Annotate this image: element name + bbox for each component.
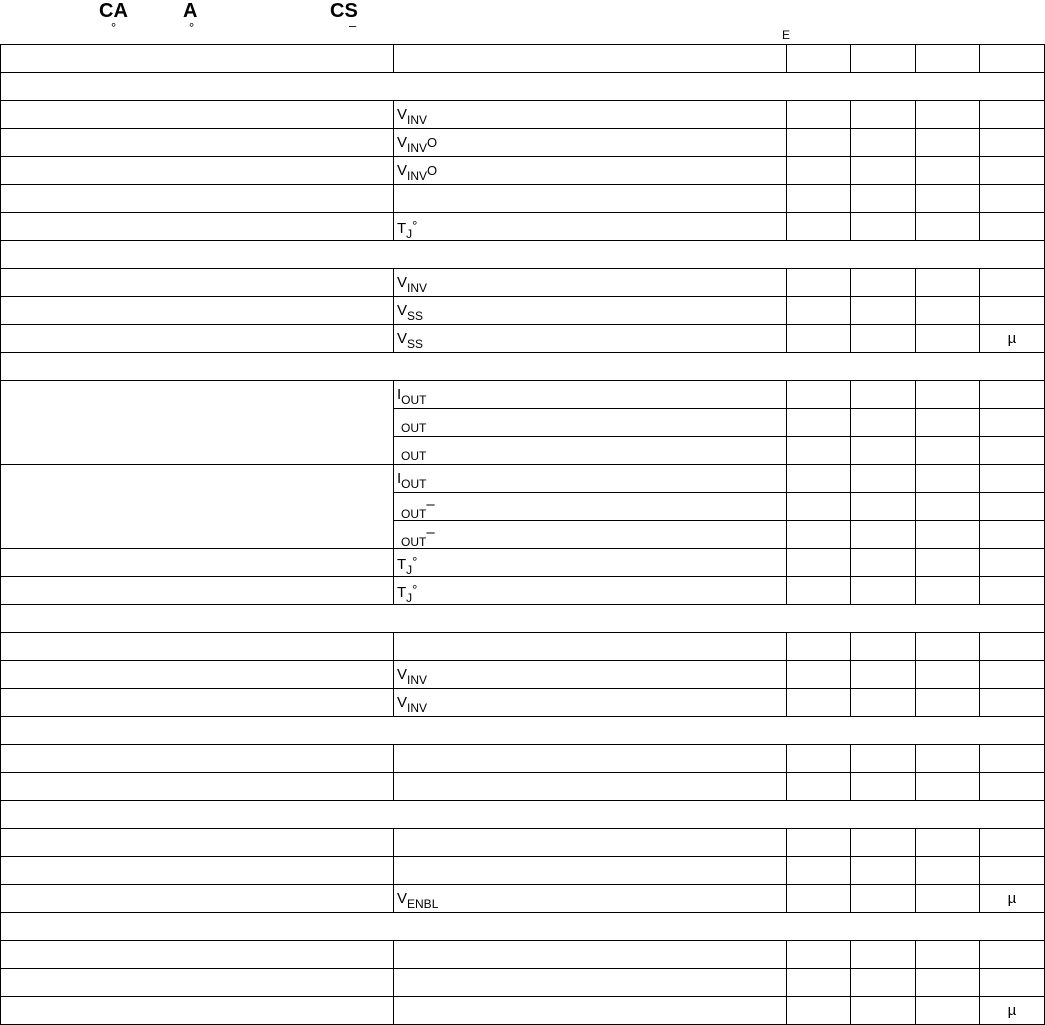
table-row	[1, 773, 1045, 801]
condition-cell: $V_{SS}$	[394, 297, 787, 325]
degree-mark: °	[111, 20, 117, 35]
condition-cell: $I_{OUT}$	[394, 465, 787, 493]
section-row	[1, 913, 1045, 941]
condition-cell: $V_{INV}$	[394, 101, 787, 129]
table-row	[1, 857, 1045, 885]
condition-cell: $V_{INV}$	[394, 661, 787, 689]
condition-cell: $V_{INV}O$	[394, 157, 787, 185]
condition-cell: OUT	[394, 437, 787, 465]
table-row	[1, 997, 1045, 1025]
a-label: A	[183, 0, 198, 22]
table-row	[1, 465, 1045, 493]
condition-cell: $V_{INV}O$	[394, 129, 787, 157]
condition-cell: OUT	[394, 409, 787, 437]
table-row	[1, 829, 1045, 857]
section-row	[1, 801, 1045, 829]
table-row	[1, 549, 1045, 577]
table-row	[1, 577, 1045, 605]
unit-cell: µ	[980, 885, 1045, 913]
table-row	[1, 969, 1045, 997]
dash-mark: –	[349, 18, 357, 33]
section-row	[1, 605, 1045, 633]
section-row	[1, 241, 1045, 269]
degree-mark: °	[189, 20, 195, 35]
table-row	[1, 661, 1045, 689]
table-row	[1, 381, 1045, 409]
table-row	[1, 297, 1045, 325]
table-row	[1, 101, 1045, 129]
condition-cell: $T_J^\circ$	[394, 213, 787, 241]
electrical-characteristics-table	[0, 44, 1045, 1025]
table-header-notes	[0, 0, 1045, 44]
unit-cell: µ	[980, 997, 1045, 1025]
condition-cell: $I_{OUT}$	[394, 381, 787, 409]
condition-cell: $V_{INV}$	[394, 689, 787, 717]
table-row	[1, 129, 1045, 157]
section-row	[1, 717, 1045, 745]
e-label: E	[782, 28, 791, 42]
table-row	[1, 885, 1045, 913]
condition-cell: $_{OUT}$–	[394, 493, 787, 521]
ca-label: CA	[99, 0, 128, 22]
condition-cell: $T_J^\circ$	[394, 549, 787, 577]
condition-cell: $_{OUT}$–	[394, 521, 787, 549]
condition-cell: $T_J^\circ$	[394, 577, 787, 605]
condition-cell: $V_{SS}$	[394, 325, 787, 353]
table-row	[1, 157, 1045, 185]
table-row	[1, 941, 1045, 969]
table-row	[1, 325, 1045, 353]
table-row	[1, 185, 1045, 213]
section-row	[1, 73, 1045, 101]
table-row	[1, 633, 1045, 661]
cs-label: CS	[330, 0, 358, 22]
condition-cell: $V_{ENBL}$	[394, 885, 787, 913]
condition-cell: $V_{INV}$	[394, 269, 787, 297]
unit-cell: µ	[980, 325, 1045, 353]
table-row	[1, 689, 1045, 717]
table-row	[1, 213, 1045, 241]
table-row	[1, 269, 1045, 297]
section-row	[1, 353, 1045, 381]
table-row	[1, 745, 1045, 773]
table-header-row	[1, 45, 1045, 73]
